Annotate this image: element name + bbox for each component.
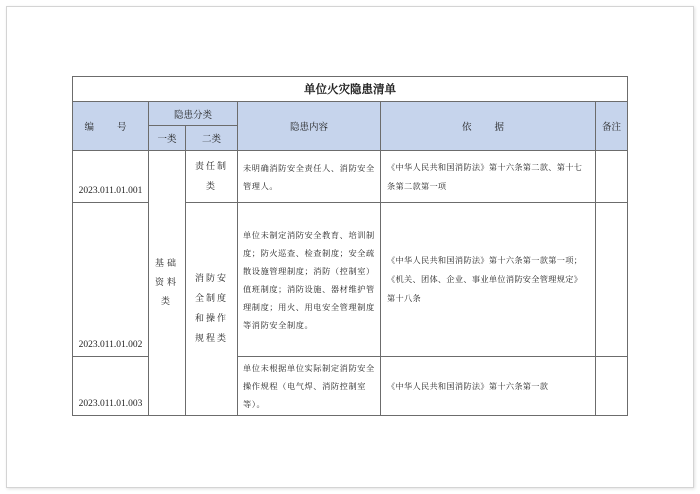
row-remarks <box>596 151 628 203</box>
row-remarks <box>596 357 628 416</box>
row-content: 单位未根据单位实际制定消防安全操作规程（电气焊、消防控制室等）。 <box>238 357 381 416</box>
row-cat2: 消防安全制度和操作规程类 <box>186 203 238 416</box>
title-row <box>73 77 628 102</box>
header-row-1 <box>73 102 628 126</box>
row-content: 单位未制定消防安全教育、培训制度；防火巡查、检查制度；安全疏散设施管理制度；消防（控制室）值班制度；消防设施、器材维护管理制度；用火、用电安全管理制度等消防安全制度。 <box>238 203 381 357</box>
header-cat1: 一类 <box>149 126 186 151</box>
row-basis: 《中华人民共和国消防法》第十六条第一款第一项；《机关、团体、企业、事业单位消防安全管理规定》第十八条 <box>381 203 596 357</box>
row-content: 未明确消防安全责任人、消防安全管理人。 <box>238 151 381 203</box>
category1-cell: 基础资料类 <box>149 151 186 416</box>
hazard-table <box>72 76 628 416</box>
row-basis: 《中华人民共和国消防法》第十六条第二款、第十七条第二款第一项 <box>381 151 596 203</box>
header-remarks: 备注 <box>596 102 628 151</box>
header-content: 隐患内容 <box>238 102 381 151</box>
row-id: 2023.011.01.001 <box>73 151 149 203</box>
table-title: 单位火灾隐患清单 <box>73 77 628 102</box>
table-row <box>73 151 628 203</box>
row-remarks <box>596 203 628 357</box>
header-cat2: 二类 <box>186 126 238 151</box>
row-cat2: 责任制类 <box>186 151 238 203</box>
row-id: 2023.011.01.003 <box>73 357 149 416</box>
header-basis: 依 据 <box>381 102 596 151</box>
row-id: 2023.011.01.002 <box>73 203 149 357</box>
header-category: 隐患分类 <box>149 102 238 126</box>
header-id: 编 号 <box>73 102 149 151</box>
row-basis: 《中华人民共和国消防法》第十六条第一款 <box>381 357 596 416</box>
